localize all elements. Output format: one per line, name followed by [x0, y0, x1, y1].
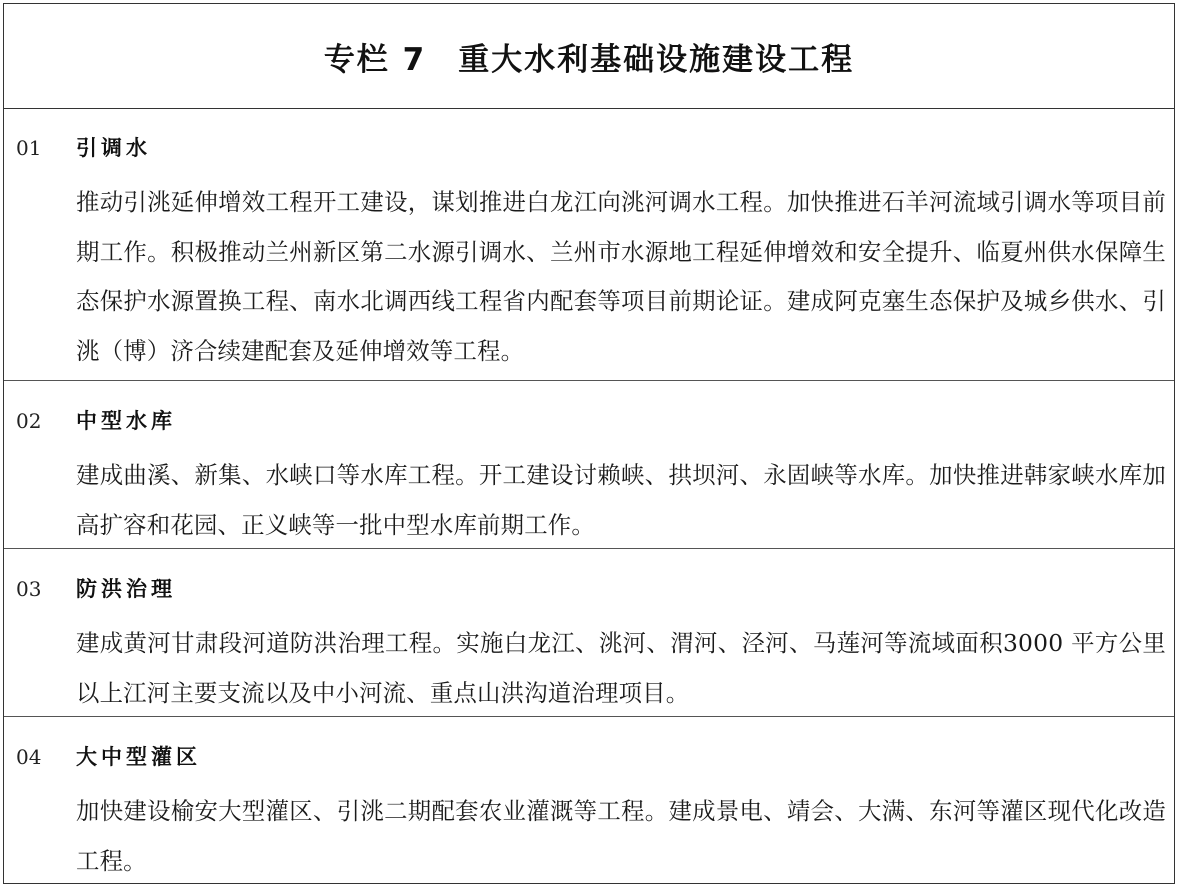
title-main: 重大水利基础设施建设工程: [458, 41, 855, 78]
section-body: 推动引洮延伸增效工程开工建设，谋划推进白龙江向洮河调水工程。加快推进石羊河流域引调水等项目前期工作。积极推动兰州新区第二水源引调水、兰州市水源地工程延伸增效和安全提升、临夏州供水保障生态保护水源置换工程、南水北调西线工程省内配套等项目前期论证。建成阿克塞生态保护及城乡供水、引洮（博）济合续建配套及延伸增效等工程。: [76, 188, 1166, 365]
section-body: 加快建设榆安大型灌区、引洮二期配套农业灌溉等工程。建成景电、靖会、大满、东河等灌区现代化改造工程。: [76, 797, 1166, 875]
section-heading: 大中型灌区: [76, 745, 201, 769]
section-body: 建成曲溪、新集、水峡口等水库工程。开工建设讨赖峡、拱坝河、永固峡等水库。加快推进韩家峡水库加高扩容和花园、正义峡等一批中型水库前期工作。: [76, 461, 1166, 539]
section-number: 01: [16, 136, 42, 160]
section-body: 建成黄河甘肃段河道防洪治理工程。实施白龙江、洮河、渭河、泾河、马莲河等流域面积3000 平方公里以上江河主要支流以及中小河流、重点山洪沟道治理项目。: [76, 629, 1166, 707]
section-water-diversion: [4, 108, 1174, 381]
page-title: [324, 34, 854, 79]
section-heading: 防洪治理: [76, 577, 176, 601]
section-irrigation-districts: [4, 717, 1174, 885]
section-number: 02: [16, 409, 42, 433]
section-heading: 中型水库: [76, 409, 176, 433]
section-flood-control: [4, 549, 1174, 717]
section-number: 03: [16, 577, 42, 601]
section-number: 04: [16, 745, 42, 769]
title-row: [4, 4, 1174, 109]
section-heading: 引调水: [76, 136, 151, 160]
title-prefix: 专栏 7: [323, 41, 427, 78]
special-column-box: [3, 3, 1175, 884]
section-medium-reservoirs: [4, 381, 1174, 549]
